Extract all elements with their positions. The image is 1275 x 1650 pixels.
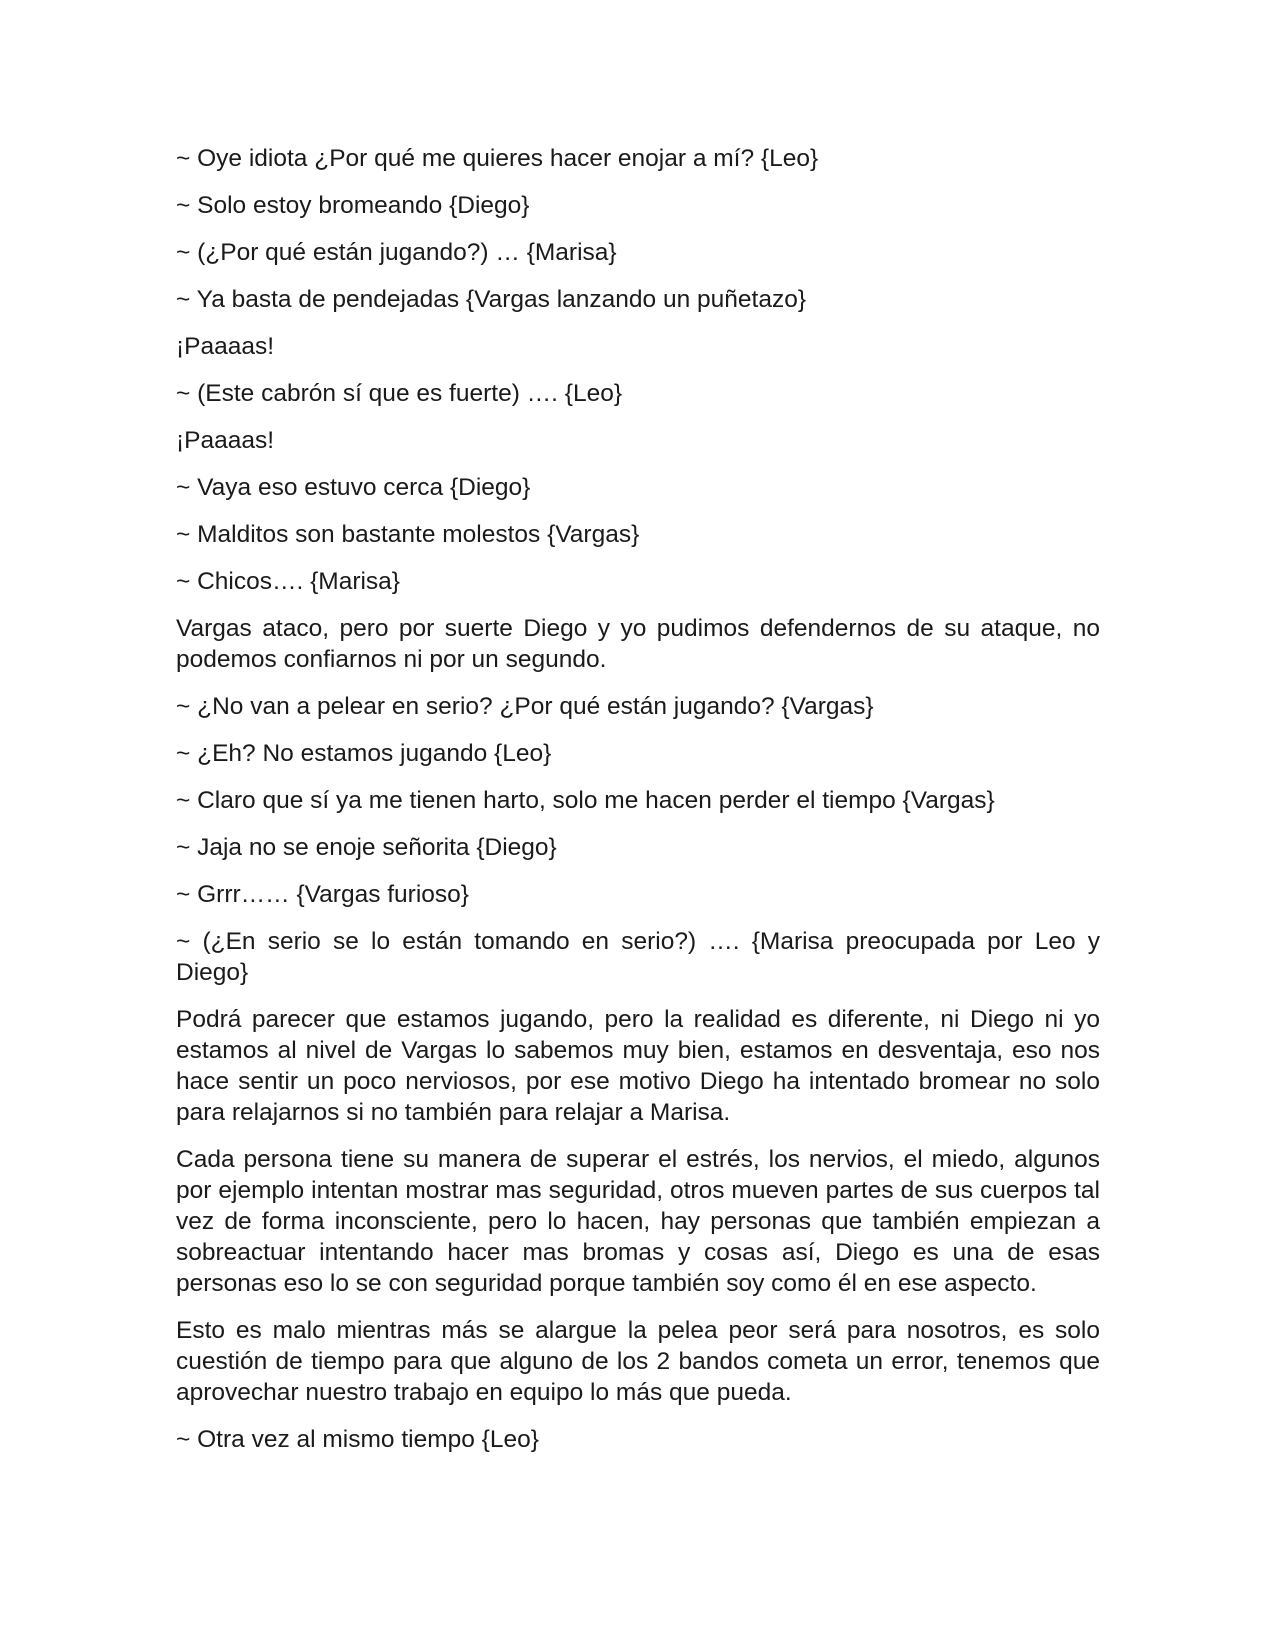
sound-effect: ¡Paaaas! (176, 427, 275, 454)
dialogue-line: ~ Claro que sí ya me tienen harto, solo me hacen perder el tiempo {Vargas} (176, 787, 995, 814)
dialogue-line: ~ Jaja no se enoje señorita {Diego} (176, 834, 557, 861)
dialogue-line: ~ Ya basta de pendejadas {Vargas lanzando un puñetazo} (176, 286, 807, 313)
narration-paragraph: Esto es malo mientras más se alargue la pelea peor será para nosotros, es solo cuestión de tiempo para que alguno de los 2 bandos cometa un error, tenemos que aprovechar nuestro trabajo en equipo lo más que pueda. (176, 1317, 1100, 1406)
dialogue-line: ~ Solo estoy bromeando {Diego} (176, 192, 530, 219)
dialogue-line: ~ (¿En serio se lo están tomando en serio?) …. {Marisa preocupada por Leo y Diego} (176, 928, 1100, 986)
dialogue-line: ~ Grrr…… {Vargas furioso} (176, 881, 469, 908)
dialogue-line: ~ (Este cabrón sí que es fuerte) …. {Leo} (176, 380, 623, 407)
narration-paragraph: Vargas ataco, pero por suerte Diego y yo pudimos defendernos de su ataque, no podemos confiarnos ni por un segundo. (176, 615, 1100, 673)
dialogue-line: ~ Otra vez al mismo tiempo {Leo} (176, 1426, 539, 1453)
narration-paragraph: Cada persona tiene su manera de superar el estrés, los nervios, el miedo, algunos por ejemplo intentan mostrar mas seguridad, otros mueven partes de sus cuerpos tal vez de forma inconsciente, pero lo hacen, hay personas que también empiezan a sobreactuar intentando hacer mas bromas y cosas así, Diego es una de esas personas eso lo se con seguridad porque también soy como él en ese aspecto. (176, 1146, 1100, 1297)
dialogue-line: ~ ¿Eh? No estamos jugando {Leo} (176, 740, 552, 767)
dialogue-line: ~ ¿No van a pelear en serio? ¿Por qué están jugando? {Vargas} (176, 693, 874, 720)
sound-effect: ¡Paaaas! (176, 333, 275, 360)
dialogue-line: ~ Oye idiota ¿Por qué me quieres hacer enojar a mí? {Leo} (176, 145, 819, 172)
dialogue-line: ~ Malditos son bastante molestos {Vargas} (176, 521, 640, 548)
dialogue-line: ~ Vaya eso estuvo cerca {Diego} (176, 474, 531, 501)
narration-paragraph: Podrá parecer que estamos jugando, pero la realidad es diferente, ni Diego ni yo estamos al nivel de Vargas lo sabemos muy bien, estamos en desventaja, eso nos hace sentir un poco nerviosos, por ese motivo Diego ha intentado bromear no solo para relajarnos si no también para relajar a Marisa. (176, 1006, 1100, 1126)
dialogue-line: ~ (¿Por qué están jugando?) … {Marisa} (176, 239, 617, 266)
dialogue-line: ~ Chicos…. {Marisa} (176, 568, 400, 595)
document-body (176, 143, 1100, 1471)
